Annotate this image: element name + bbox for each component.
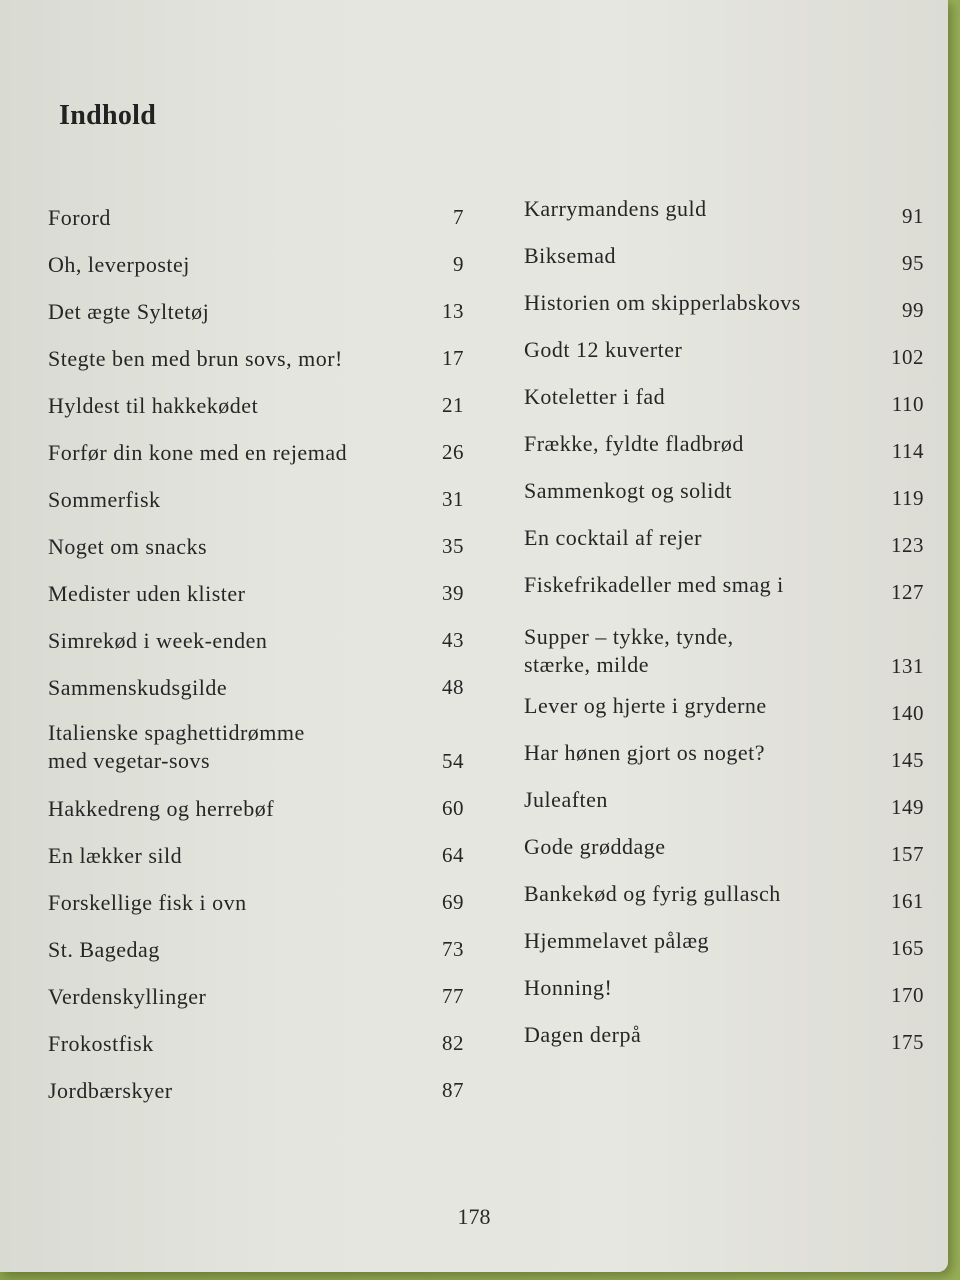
toc-entry-title: Hyldest til hakkekødet (48, 393, 259, 418)
toc-entry (48, 920, 464, 967)
toc-entry-title: Frokostfisk (48, 1031, 154, 1056)
toc-entry-page: 17 (442, 346, 464, 370)
toc-entry-page: 170 (891, 983, 924, 1007)
toc-entry-page: 119 (891, 486, 924, 510)
toc-entry-page: 60 (442, 796, 464, 820)
toc-left-column (48, 188, 464, 1108)
toc-entry-title: Jordbærskyer (48, 1078, 173, 1103)
toc-entry (524, 327, 924, 374)
toc-entry-page: 13 (442, 299, 464, 323)
toc-entry-page: 35 (442, 534, 464, 558)
toc-entry (524, 515, 924, 562)
toc-entry (524, 918, 924, 965)
toc-entry-page: 131 (891, 654, 924, 678)
toc-entry-title: Oh, leverpostej (48, 252, 190, 277)
toc-entry (48, 188, 464, 235)
toc-entry-page: 39 (442, 581, 464, 605)
toc-entry (48, 564, 464, 611)
toc-entry-title: Forord (48, 205, 111, 230)
toc-entry (48, 826, 464, 873)
page-number: 178 (457, 1204, 491, 1229)
toc-entry (524, 421, 924, 468)
toc-entry (524, 280, 924, 327)
toc-entry-page: 127 (891, 580, 924, 604)
toc-entry-page: 99 (902, 298, 924, 322)
toc-entry-page: 87 (442, 1078, 464, 1102)
toc-entry-title: Har hønen gjort os noget? (524, 740, 765, 765)
toc-entry (524, 233, 924, 280)
toc-entry (48, 873, 464, 920)
toc-entry-title: Sammenkogt og solidt (524, 478, 732, 503)
toc-entry-title: Forfør din kone med en rejemad (48, 440, 348, 465)
toc-entry-title: Koteletter i fad (524, 384, 666, 409)
toc-entry-page: 48 (442, 675, 464, 699)
toc-entry-title: Honning! (524, 975, 613, 1000)
toc-entry (48, 705, 464, 779)
toc-entry (48, 1014, 464, 1061)
toc-right-column (524, 186, 924, 1059)
toc-entry-page: 123 (891, 533, 924, 557)
toc-entry (524, 374, 924, 421)
toc-entry-title: Det ægte Syltetøj (48, 299, 210, 324)
toc-entry-page: 149 (891, 795, 924, 819)
toc-entry (48, 376, 464, 423)
toc-entry (524, 186, 924, 233)
toc-entry (524, 1012, 924, 1059)
toc-entry (48, 470, 464, 517)
toc-entry-page: 64 (442, 843, 464, 867)
toc-entry-title: Frække, fyldte fladbrød (524, 431, 744, 456)
toc-entry-title: Dagen derpå (524, 1022, 642, 1047)
toc-entry-title: Bankekød og fyrig gullasch (524, 881, 781, 906)
toc-entry (524, 562, 924, 609)
toc-entry-page: 102 (891, 345, 924, 369)
toc-entry-title: Gode grøddage (524, 834, 666, 859)
toc-entry (48, 658, 464, 705)
toc-entry-page: 91 (902, 204, 924, 228)
toc-entry (48, 1061, 464, 1108)
toc-entry-page: 7 (453, 205, 464, 229)
toc-entry-page: 145 (891, 748, 924, 772)
toc-entry-page: 82 (442, 1031, 464, 1055)
toc-entry (48, 517, 464, 564)
toc-entry (524, 683, 924, 730)
toc-entry-title: Hakkedreng og herrebøf (48, 796, 275, 821)
toc-entry-title: Sammenskudsgilde (48, 675, 228, 700)
toc-entry-title: Biksemad (524, 243, 616, 268)
toc-entry (48, 779, 464, 826)
toc-entry-title: Italienske spaghettidrømme med vegetar-sovs (48, 720, 305, 773)
toc-entry-title: Noget om snacks (48, 534, 208, 559)
toc-entry-page: 77 (442, 984, 464, 1008)
toc-entry-title: Historien om skipperlabskovs (524, 290, 801, 315)
toc-entry-title: Hjemmelavet pålæg (524, 928, 710, 953)
toc-entry (524, 468, 924, 515)
toc-entry-title: Verdenskyllinger (48, 984, 207, 1009)
page-title: Indhold (59, 100, 157, 131)
toc-entry-title: Lever og hjerte i gryderne (524, 693, 767, 718)
toc-entry-title: Juleaften (524, 787, 608, 812)
toc-entry (524, 871, 924, 918)
toc-entry-page: 21 (442, 393, 464, 417)
toc-entry-title: St. Bagedag (48, 937, 160, 962)
toc-entry-page: 31 (442, 487, 464, 511)
toc-entry-page: 157 (891, 842, 924, 866)
toc-entry-title: Fiskefrikadeller med smag i (524, 572, 784, 597)
toc-entry-title: Karrymandens guld (524, 196, 707, 221)
toc-entry-title: Forskellige fisk i ovn (48, 890, 247, 915)
toc-entry (48, 282, 464, 329)
toc-entry-page: 9 (453, 252, 464, 276)
toc-entry-page: 43 (442, 628, 464, 652)
toc-entry (524, 609, 924, 683)
toc-entry-title: Sommerfisk (48, 487, 161, 512)
toc-entry (524, 777, 924, 824)
toc-entry-page: 114 (891, 439, 924, 463)
toc-entry (48, 423, 464, 470)
toc-entry-title: Stegte ben med brun sovs, mor! (48, 346, 343, 371)
toc-entry-title: En lækker sild (48, 843, 183, 868)
toc-entry-title: Godt 12 kuverter (524, 337, 683, 362)
toc-entry-title: Simrekød i week-enden (48, 628, 268, 653)
toc-entry-page: 175 (891, 1030, 924, 1054)
toc-entry-page: 69 (442, 890, 464, 914)
toc-entry-title: En cocktail af rejer (524, 525, 702, 550)
toc-entry-page: 165 (891, 936, 924, 960)
toc-entry-page: 54 (442, 749, 464, 773)
toc-entry-page: 26 (442, 440, 464, 464)
toc-entry (48, 235, 464, 282)
toc-entry (48, 329, 464, 376)
toc-entry-page: 140 (891, 701, 924, 725)
toc-entry-title: Medister uden klister (48, 581, 246, 606)
toc-entry (524, 730, 924, 777)
toc-entry-title: Supper – tykke, tynde, stærke, milde (524, 624, 734, 677)
toc-entry (48, 611, 464, 658)
toc-entry (524, 965, 924, 1012)
toc-entry-page: 73 (442, 937, 464, 961)
toc-entry-page: 95 (902, 251, 924, 275)
toc-entry (524, 824, 924, 871)
toc-entry-page: 161 (891, 889, 924, 913)
toc-entry (48, 967, 464, 1014)
toc-entry-page: 110 (891, 392, 924, 416)
